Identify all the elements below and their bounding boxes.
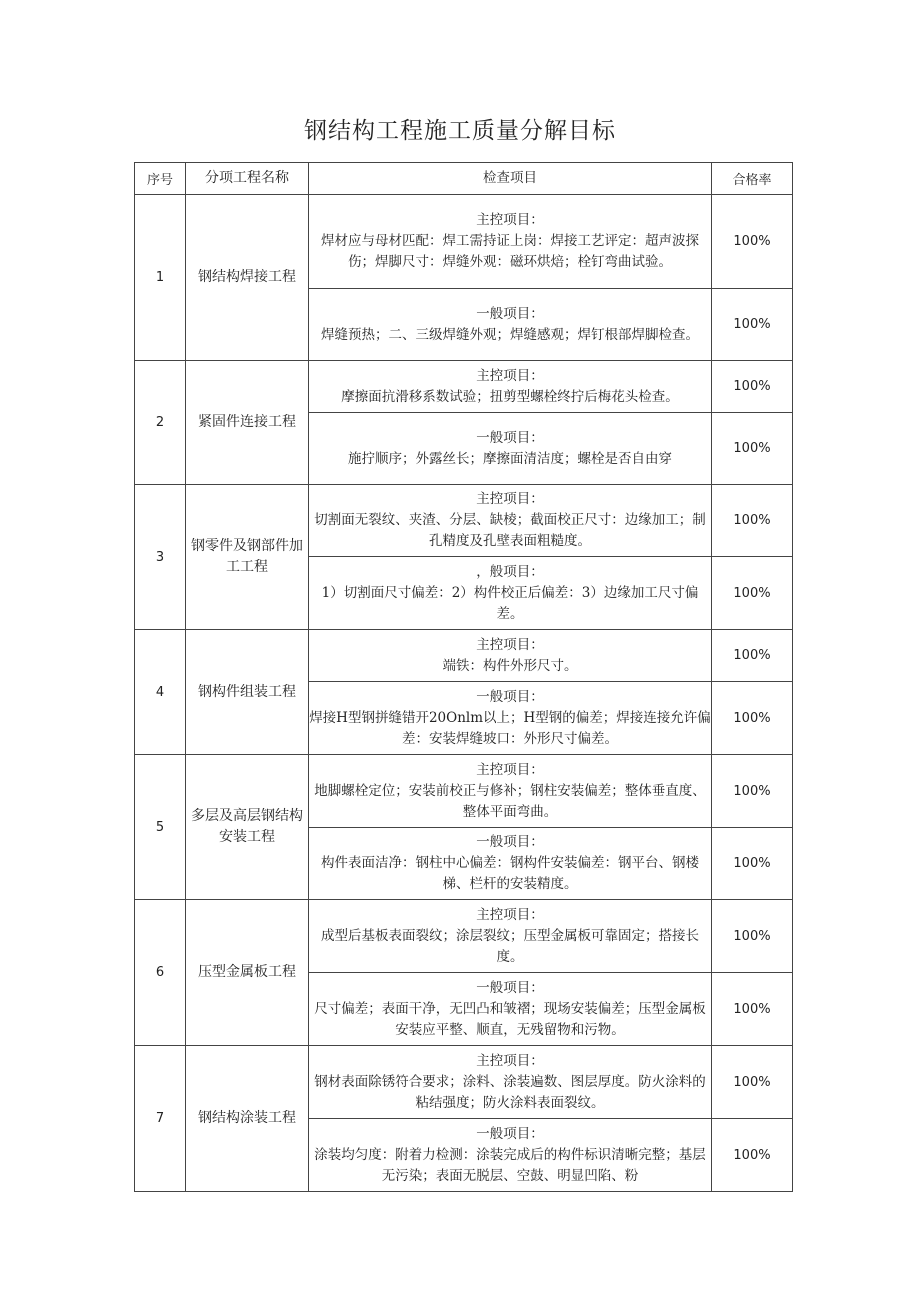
row-project-name: 多层及高层钢结构安装工程 [186,755,309,900]
table-row [135,195,793,289]
row-check-item [309,485,712,557]
row-pass-rate: 100% [712,289,793,361]
check-item-kind: 主控项目： [476,491,544,507]
check-item-detail: 涂装均匀度：附着力检测：涂装完成后的构件标识清晰完整；基层无污染；表面无脱层、空鼓、明显凹陷、粉 [314,1146,706,1184]
row-project-name: 钢构件组装工程 [186,630,309,755]
row-pass-rate: 100% [712,973,793,1046]
row-seq: 2 [135,361,186,485]
check-item-kind: 一般项目： [476,429,544,446]
row-check-item [309,682,712,755]
header-rate: 合格率 [712,163,793,195]
table-row [135,630,793,682]
check-item-kind: 主控项目： [476,906,544,923]
table-row [135,1046,793,1119]
check-item-detail: 焊材应与母材匹配：焊工需持证上岗：焊接工艺评定：超声波探伤；焊脚尺寸：焊缝外观：磁环烘焙；栓钉弯曲试验。 [321,233,699,270]
check-item-detail: 构件表面洁净：钢柱中心偏差：钢构件安装偏差：钢平台、钢楼梯、栏杆的安装精度。 [321,855,699,892]
row-pass-rate: 100% [712,682,793,755]
check-item-detail: 成型后基板表面裂纹；涂层裂纹；压型金属板可靠固定；搭接长度。 [321,927,699,965]
row-pass-rate: 100% [712,900,793,973]
check-item-kind: 主控项目： [476,212,544,228]
row-seq: 6 [135,900,186,1046]
row-pass-rate: 100% [712,1119,793,1192]
row-check-item [309,289,712,361]
row-seq: 1 [135,195,186,361]
table-row [135,485,793,557]
row-seq: 7 [135,1046,186,1192]
row-check-item [309,1046,712,1119]
row-check-item [309,1119,712,1192]
header-item: 检查项目 [309,163,712,195]
row-project-name: 压型金属板工程 [186,900,309,1046]
row-pass-rate: 100% [712,557,793,630]
row-check-item [309,195,712,289]
row-check-item [309,900,712,973]
row-pass-rate: 100% [712,195,793,289]
check-item-kind: 主控项目： [476,1052,544,1069]
row-pass-rate: 100% [712,361,793,413]
row-pass-rate: 100% [712,485,793,557]
row-check-item [309,413,712,485]
table-body [135,195,793,1192]
row-project-name: 钢零件及钢部件加工工程 [186,485,309,630]
check-item-kind: 一般项目： [476,834,544,850]
check-item-detail: 钢材表面除锈符合要求；涂料、涂装遍数、图层厚度。防火涂料的粘结强度；防火涂料表面裂纹。 [314,1073,706,1111]
row-check-item [309,828,712,900]
check-item-detail: 尺寸偏差；表面干净，无凹凸和皱褶；现场安装偏差；压型金属板安装应平整、顺直，无残留物和污物。 [314,1000,706,1038]
row-pass-rate: 100% [712,630,793,682]
check-item-kind: 主控项目： [476,761,544,778]
check-item-detail: 焊缝预热；二、三级焊缝外观；焊缝感观；焊钉根部焊脚检查。 [321,326,699,343]
row-check-item [309,973,712,1046]
header-seq: 序号 [135,163,186,195]
row-check-item [309,557,712,630]
table-row [135,361,793,413]
check-item-kind: 一般项目： [476,305,544,322]
row-seq: 3 [135,485,186,630]
check-item-kind: 一般项目： [476,688,544,705]
quality-table [134,162,793,1192]
check-item-detail: 地脚螺栓定位；安装前校正与修补；钢柱安装偏差；整体垂直度、整体平面弯曲。 [314,782,706,820]
check-item-kind: 一般项目： [476,979,544,996]
table-row [135,900,793,973]
page-title: 钢结构工程施工质量分解目标 [304,118,616,144]
row-pass-rate: 100% [712,413,793,485]
check-item-kind: 主控项目： [476,636,544,653]
check-item-detail: 施拧顺序；外露丝长；摩擦面清洁度；螺栓是否自由穿 [348,450,672,467]
check-item-detail: 1）切割面尺寸偏差：2）构件校正后偏差：3）边缘加工尺寸偏差。 [321,584,699,622]
row-pass-rate: 100% [712,828,793,900]
check-item-kind: 一般项目： [476,1125,544,1142]
check-item-detail: 端铁：构件外形尺寸。 [442,657,578,674]
table-row [135,755,793,828]
check-item-kind: 主控项目： [476,367,544,384]
row-seq: 5 [135,755,186,900]
row-check-item [309,630,712,682]
check-item-detail: 切割面无裂纹、夹渣、分层、缺棱；截面校正尺寸：边缘加工；制孔精度及孔壁表面粗糙度。 [314,512,706,549]
check-item-kind: ，般项目： [476,563,544,580]
check-item-detail: 焊接H型钢拼缝错开20Onlm以上；H型钢的偏差；焊接连接允许偏差：安装焊缝坡口：外形尺寸偏差。 [309,709,711,747]
row-check-item [309,755,712,828]
row-project-name: 钢结构涂装工程 [186,1046,309,1192]
row-project-name: 紧固件连接工程 [186,361,309,485]
row-pass-rate: 100% [712,1046,793,1119]
header-name: 分项工程名称 [186,163,309,195]
row-seq: 4 [135,630,186,755]
row-pass-rate: 100% [712,755,793,828]
table-header-row [135,163,793,195]
row-project-name: 钢结构焊接工程 [186,195,309,361]
check-item-detail: 摩擦面抗滑移系数试验；扭剪型螺栓终拧后梅花头检查。 [341,388,679,405]
row-check-item [309,361,712,413]
